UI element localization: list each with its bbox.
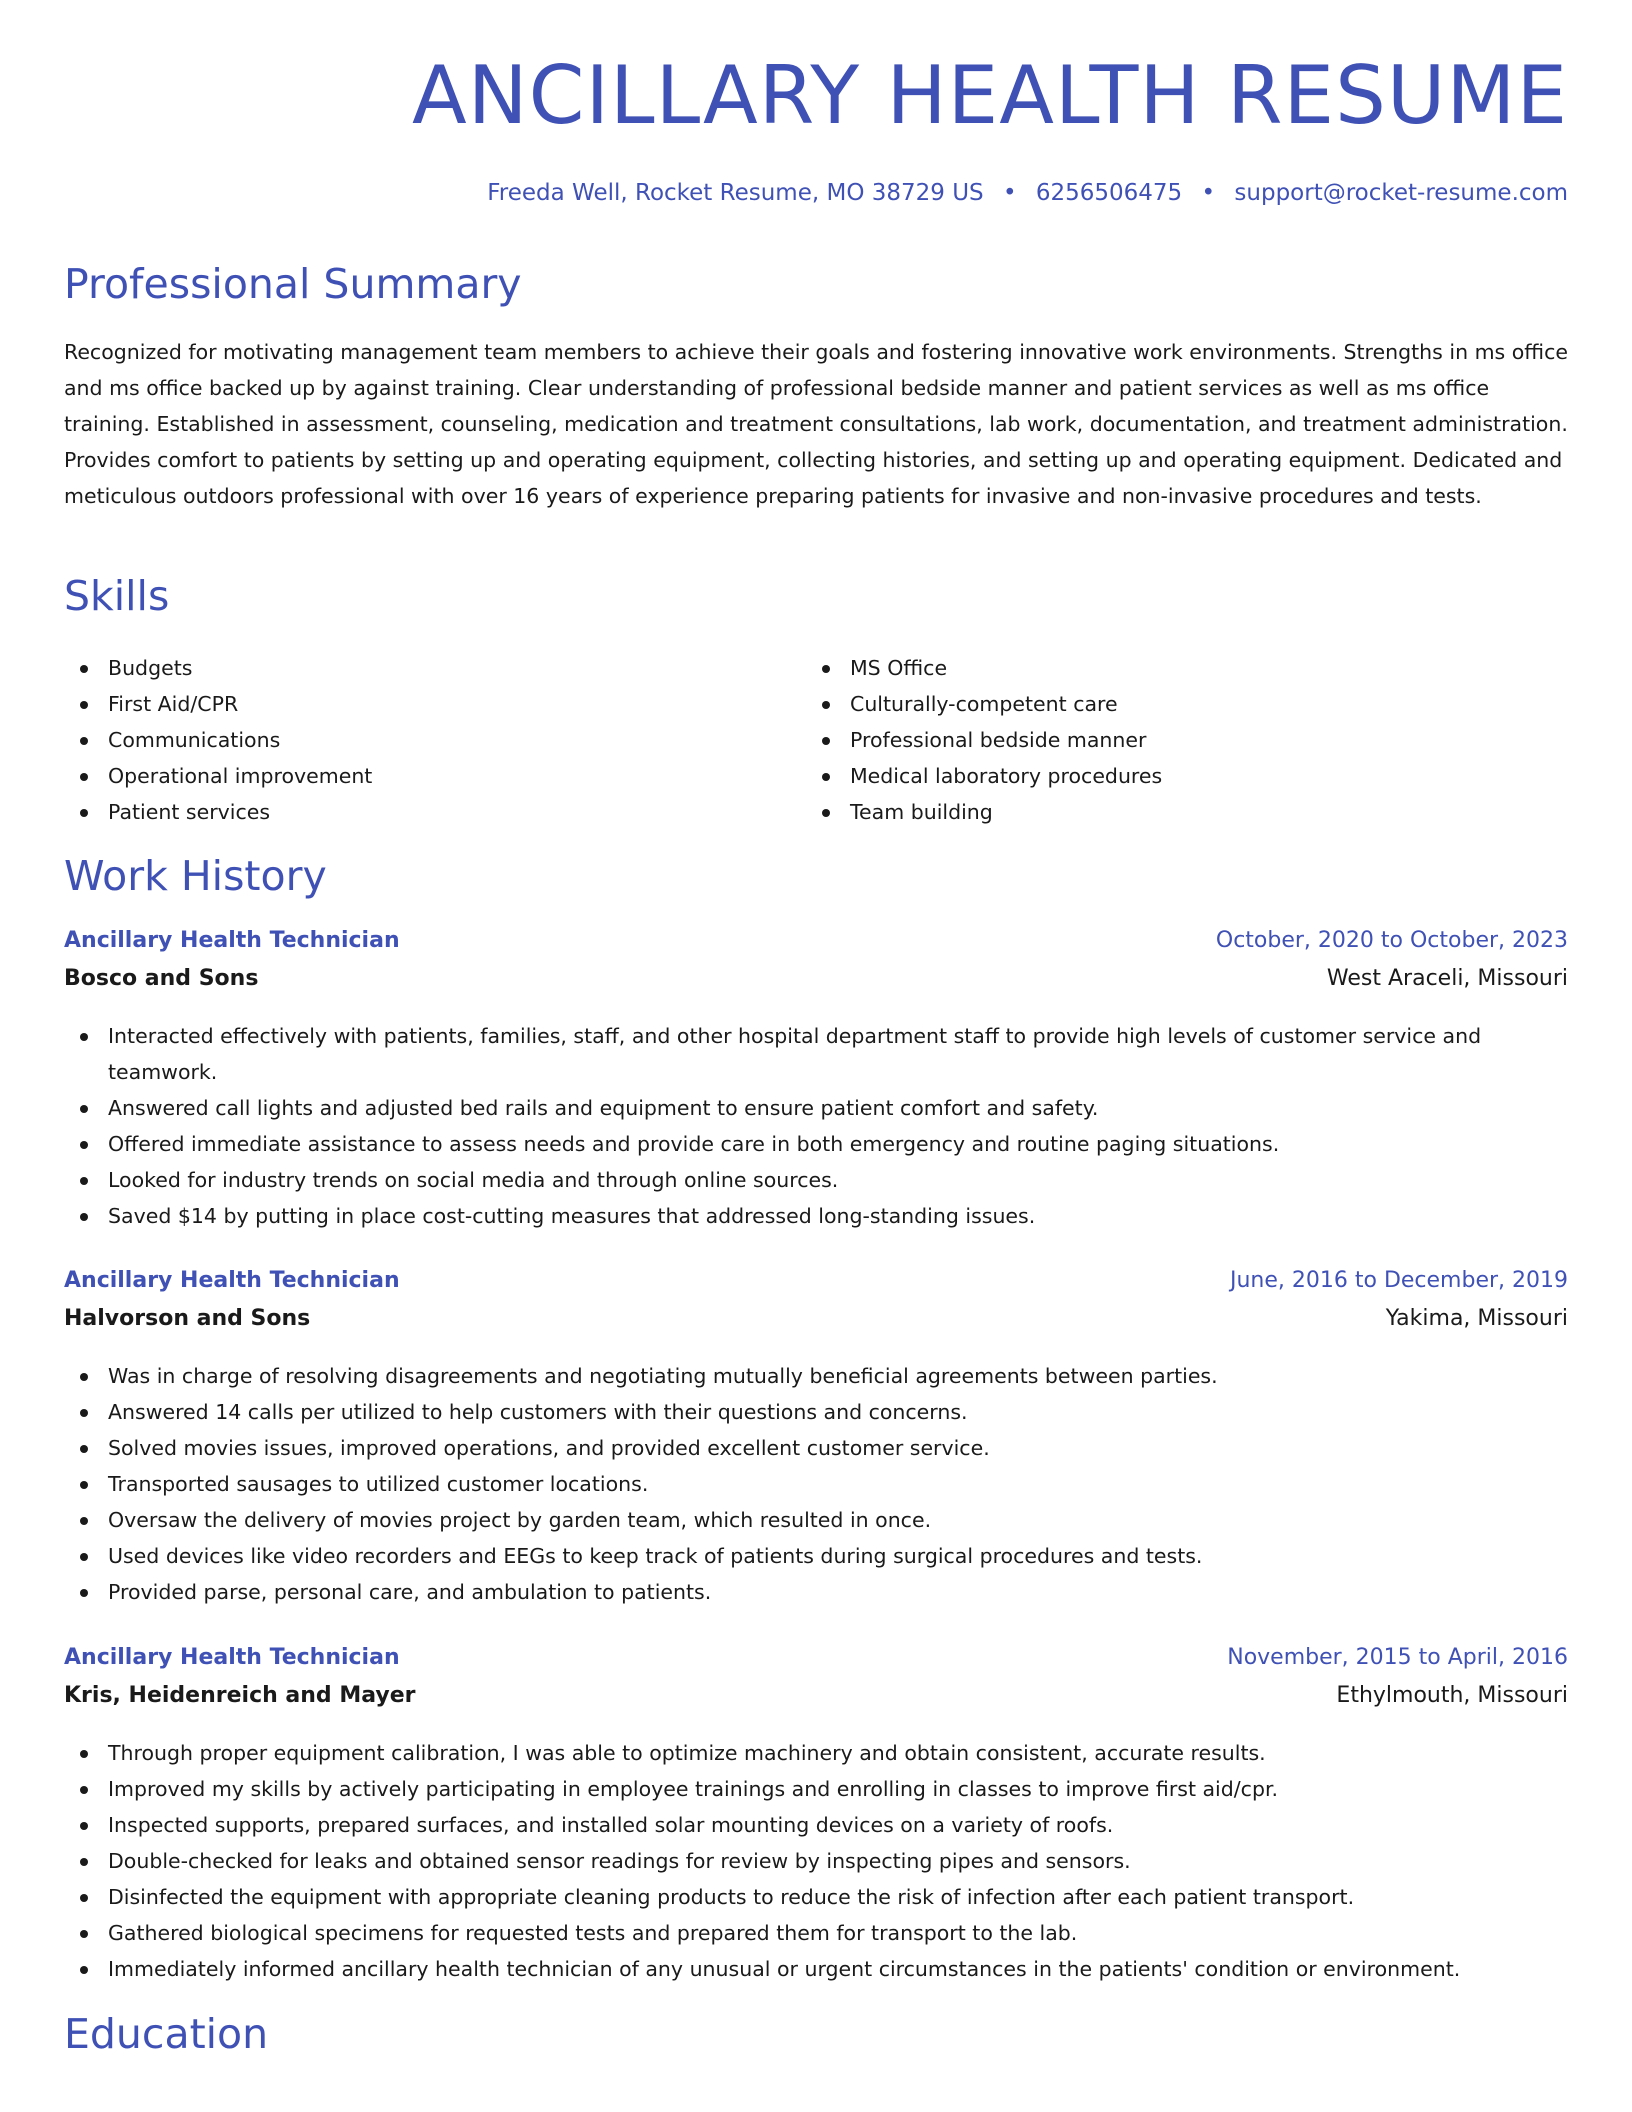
job-duty: Gathered biological specimens for requested tests and prepared them for transport to the lab.	[64, 1915, 1568, 1951]
job-title: Ancillary Health Technician	[64, 928, 400, 953]
job-duty: Solved movies issues, improved operations, and provided excellent customer service.	[64, 1430, 1568, 1466]
resume-title: ANCILLARY HEALTH RESUME	[412, 49, 1568, 142]
job-dates: October, 2020 to October, 2023	[1215, 928, 1568, 953]
job-location: Yakima, Missouri	[1385, 1306, 1568, 1331]
job-company: Bosco and Sons	[64, 966, 259, 991]
job-duty: Was in charge of resolving disagreements and negotiating mutually beneficial agreements between parties.	[64, 1358, 1568, 1394]
contact-separator: •	[1002, 180, 1017, 206]
job-duty: Used devices like video recorders and EEGs to keep track of patients during surgical procedures and tests.	[64, 1538, 1568, 1574]
job-duty: Through proper equipment calibration, I was able to optimize machinery and obtain consistent, accurate results.	[64, 1735, 1568, 1771]
job-entry	[64, 928, 1568, 1234]
skill-item: Culturally-competent care	[806, 686, 1506, 722]
job-entry	[64, 1645, 1568, 1987]
skills-heading: Skills	[64, 572, 170, 620]
contact-address: Freeda Well, Rocket Resume, MO 38729 US	[487, 180, 984, 206]
job-duty: Improved my skills by actively participating in employee trainings and enrolling in classes to improve first aid/cpr.	[64, 1771, 1568, 1807]
job-duty: Interacted effectively with patients, families, staff, and other hospital department staff to provide high levels of customer service and teamwork.	[64, 1018, 1568, 1090]
job-dates: June, 2016 to December, 2019	[1229, 1268, 1568, 1293]
job-duty: Answered call lights and adjusted bed rails and equipment to ensure patient comfort and safety.	[64, 1090, 1568, 1126]
job-company: Kris, Heidenreich and Mayer	[64, 1683, 416, 1708]
job-duties	[64, 1018, 1568, 1234]
job-duty: Double-checked for leaks and obtained sensor readings for review by inspecting pipes and sensors.	[64, 1843, 1568, 1879]
job-duty: Immediately informed ancillary health technician of any unusual or urgent circumstances in the patients' condition or environment.	[64, 1951, 1568, 1987]
job-company: Halvorson and Sons	[64, 1306, 311, 1331]
job-duties	[64, 1358, 1568, 1610]
skill-item: Operational improvement	[64, 758, 764, 794]
summary-text: Recognized for motivating management team members to achieve their goals and fostering innovative work environments. Strengths in ms office and ms office backed up by against training. Clear understanding of professional bedside manner and patient services as well as ms office training. Established in assessment, counseling, medication and treatment consultations, lab work, documentation, and treatment administration. Provides comfort to patients by setting up and operating equipment, collecting histories, and setting up and operating equipment. Dedicated and meticulous outdoors professional with over 16 years of experience preparing patients for invasive and non-invasive procedures and tests.	[64, 340, 1568, 508]
skill-item: Medical laboratory procedures	[806, 758, 1506, 794]
job-duty: Provided parse, personal care, and ambulation to patients.	[64, 1574, 1568, 1610]
job-duty: Disinfected the equipment with appropriate cleaning products to reduce the risk of infection after each patient transport.	[64, 1879, 1568, 1915]
skill-item: Communications	[64, 722, 764, 758]
contact-phone: 6256506475	[1035, 180, 1183, 206]
skills-list-right	[806, 650, 1506, 830]
job-dates: November, 2015 to April, 2016	[1227, 1645, 1568, 1670]
job-duty: Inspected supports, prepared surfaces, and installed solar mounting devices on a variety of roofs.	[64, 1807, 1568, 1843]
job-duty: Looked for industry trends on social media and through online sources.	[64, 1162, 1568, 1198]
summary-heading: Professional Summary	[64, 260, 522, 308]
contact-separator: •	[1201, 180, 1216, 206]
job-title: Ancillary Health Technician	[64, 1268, 400, 1293]
job-duties	[64, 1735, 1568, 1987]
skill-item: Budgets	[64, 650, 764, 686]
job-duty: Offered immediate assistance to assess needs and provide care in both emergency and routine paging situations.	[64, 1126, 1568, 1162]
job-duty: Oversaw the delivery of movies project by garden team, which resulted in once.	[64, 1502, 1568, 1538]
skill-item: First Aid/CPR	[64, 686, 764, 722]
job-duty: Answered 14 calls per utilized to help customers with their questions and concerns.	[64, 1394, 1568, 1430]
job-entry	[64, 1268, 1568, 1610]
job-location: Ethylmouth, Missouri	[1336, 1683, 1568, 1708]
contact-email[interactable]: support@rocket-resume.com	[1234, 180, 1568, 206]
work-history-heading: Work History	[64, 852, 327, 900]
skill-item: MS Office	[806, 650, 1506, 686]
skill-item: Professional bedside manner	[806, 722, 1506, 758]
skills-list-left	[64, 650, 764, 830]
job-title: Ancillary Health Technician	[64, 1645, 400, 1670]
job-duty: Saved $14 by putting in place cost-cutting measures that addressed long-standing issues.	[64, 1198, 1568, 1234]
job-location: West Araceli, Missouri	[1326, 966, 1568, 991]
job-duty: Transported sausages to utilized customer locations.	[64, 1466, 1568, 1502]
education-heading: Education	[64, 2010, 269, 2058]
skill-item: Patient services	[64, 794, 764, 830]
skill-item: Team building	[806, 794, 1506, 830]
contact-line	[487, 180, 1568, 206]
